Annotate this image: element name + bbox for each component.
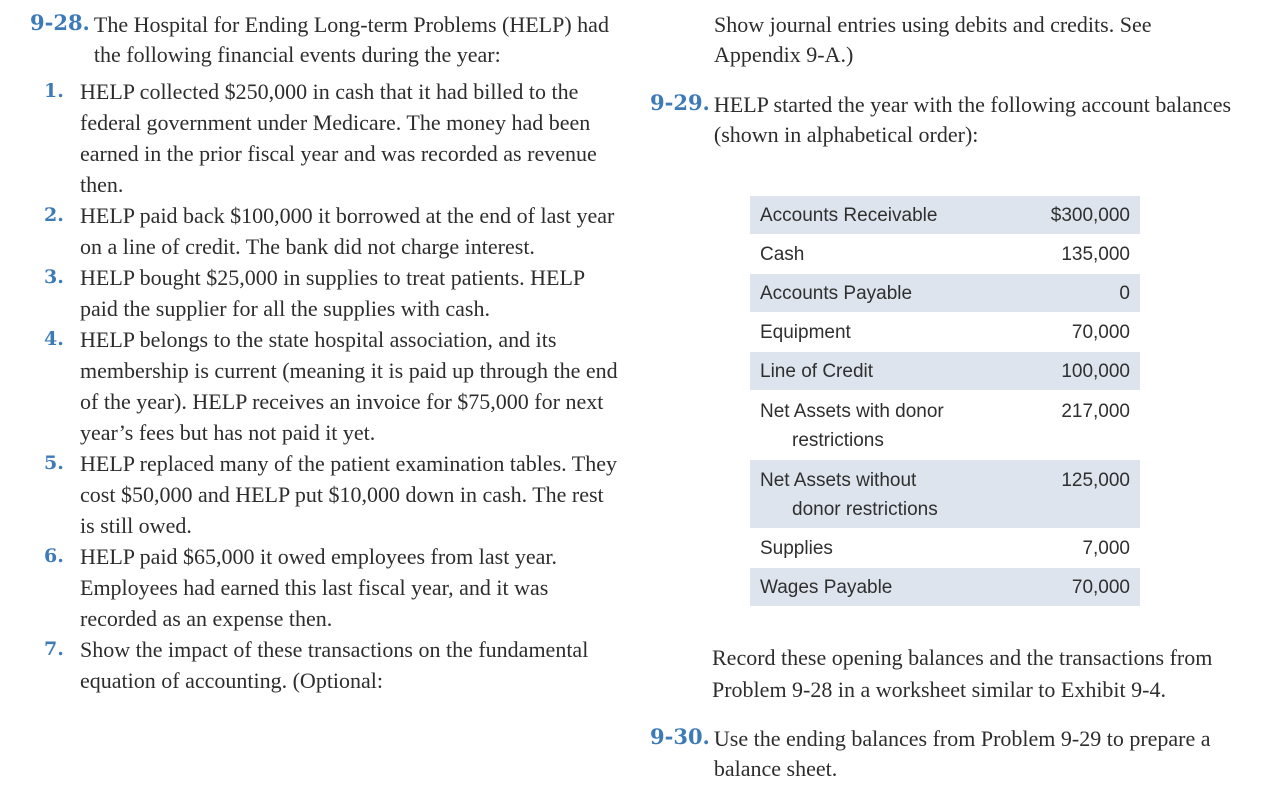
table-row — [750, 529, 1140, 568]
item-text: HELP collected $250,000 in cash that it had billed to the federal government under Medicare. The money had been earned in the prior fiscal year and was recorded as revenue then. — [80, 79, 597, 197]
item-number: 2. — [44, 204, 64, 226]
table-row — [750, 568, 1140, 607]
problem-9-28 — [30, 10, 620, 696]
account-value: 125,000 — [1061, 470, 1130, 491]
item-number: 4. — [44, 328, 64, 350]
problem-9-28-list — [30, 76, 620, 696]
problem-number: 9-30. — [650, 724, 710, 749]
problem-9-29-instruction: Record these opening balances and the transactions from Problem 9-28 in a worksheet similar to Exhibit 9-4. — [712, 645, 1213, 702]
problem-intro: The Hospital for Ending Long-term Problems (HELP) had the following financial events during the year: — [93, 12, 609, 67]
account-name: Accounts Receivable — [760, 204, 938, 226]
table-row — [750, 274, 1140, 313]
item-number: 1. — [44, 80, 64, 102]
problem-intro: HELP started the year with the following account balances (shown in alphabetical order): — [713, 92, 1232, 147]
account-value: 135,000 — [1061, 243, 1130, 265]
problem-9-28-continuation: Show journal entries using debits and credits. See Appendix 9-A.) — [714, 12, 1152, 67]
problem-number: 9-28. — [30, 10, 90, 35]
account-value: 100,000 — [1061, 360, 1130, 382]
account-name: Line of Credit — [760, 360, 874, 382]
problem-number: 9-29. — [650, 90, 710, 115]
item-text: Show the impact of these transactions on the fundamental equation of accounting. (Optional: — [80, 637, 589, 693]
item-text: HELP replaced many of the patient examination tables. They cost $50,000 and HELP put $10,000 down in cash. The rest is still owed. — [80, 451, 617, 538]
item-text: HELP paid back $100,000 it borrowed at the end of last year on a line of credit. The bank did not charge interest. — [80, 203, 615, 259]
account-name-line2: restrictions — [792, 430, 884, 451]
account-value: 0 — [1119, 282, 1130, 304]
account-name-line1: Net Assets without — [760, 470, 917, 491]
table-row — [750, 196, 1140, 235]
account-value: 7,000 — [1082, 537, 1130, 559]
opening-balances-table — [750, 196, 1140, 607]
table-row — [750, 235, 1140, 274]
list-item — [44, 262, 620, 324]
list-item — [44, 200, 620, 262]
problem-9-30-header — [650, 724, 1250, 784]
item-number: 7. — [44, 638, 64, 660]
item-number: 5. — [44, 452, 64, 474]
table-row — [750, 460, 1140, 529]
account-name-line1: Net Assets with donor — [760, 401, 944, 422]
account-name: Accounts Payable — [760, 282, 913, 304]
item-text: HELP bought $25,000 in supplies to treat patients. HELP paid the supplier for all the supplies with cash. — [80, 265, 585, 321]
table-row — [750, 313, 1140, 352]
account-name — [760, 466, 938, 524]
problem-9-28-header — [30, 10, 620, 70]
table-row — [750, 391, 1140, 460]
account-value: 70,000 — [1071, 321, 1130, 343]
problem-9-30 — [650, 724, 1250, 784]
account-name: Supplies — [760, 537, 833, 559]
table-row — [750, 352, 1140, 391]
account-value: $300,000 — [1050, 204, 1130, 226]
account-value: 217,000 — [1061, 401, 1130, 422]
list-item — [44, 448, 620, 541]
item-number: 3. — [44, 266, 64, 288]
account-name: Equipment — [760, 321, 851, 343]
account-value: 70,000 — [1071, 576, 1130, 598]
account-name-line2: donor restrictions — [792, 499, 938, 520]
item-number: 6. — [44, 545, 64, 567]
account-name: Wages Payable — [760, 576, 893, 598]
item-text: HELP belongs to the state hospital association, and its membership is current (meaning it is paid up through the end of the year). HELP receives an invoice for $75,000 for next year’s fees but has not paid it yet. — [80, 327, 618, 445]
account-name — [760, 397, 944, 455]
item-text: HELP paid $65,000 it owed employees from last year. Employees had earned this last fiscal year, and it was recorded as an expense then. — [80, 544, 557, 631]
problem-text: Use the ending balances from Problem 9-29 to prepare a balance sheet. — [713, 726, 1211, 781]
problem-9-29-header — [650, 90, 1250, 150]
account-name: Cash — [760, 243, 805, 265]
list-item — [44, 634, 620, 696]
list-item — [44, 324, 620, 448]
list-item — [44, 76, 620, 200]
list-item — [44, 541, 620, 634]
right-column — [650, 10, 1250, 150]
